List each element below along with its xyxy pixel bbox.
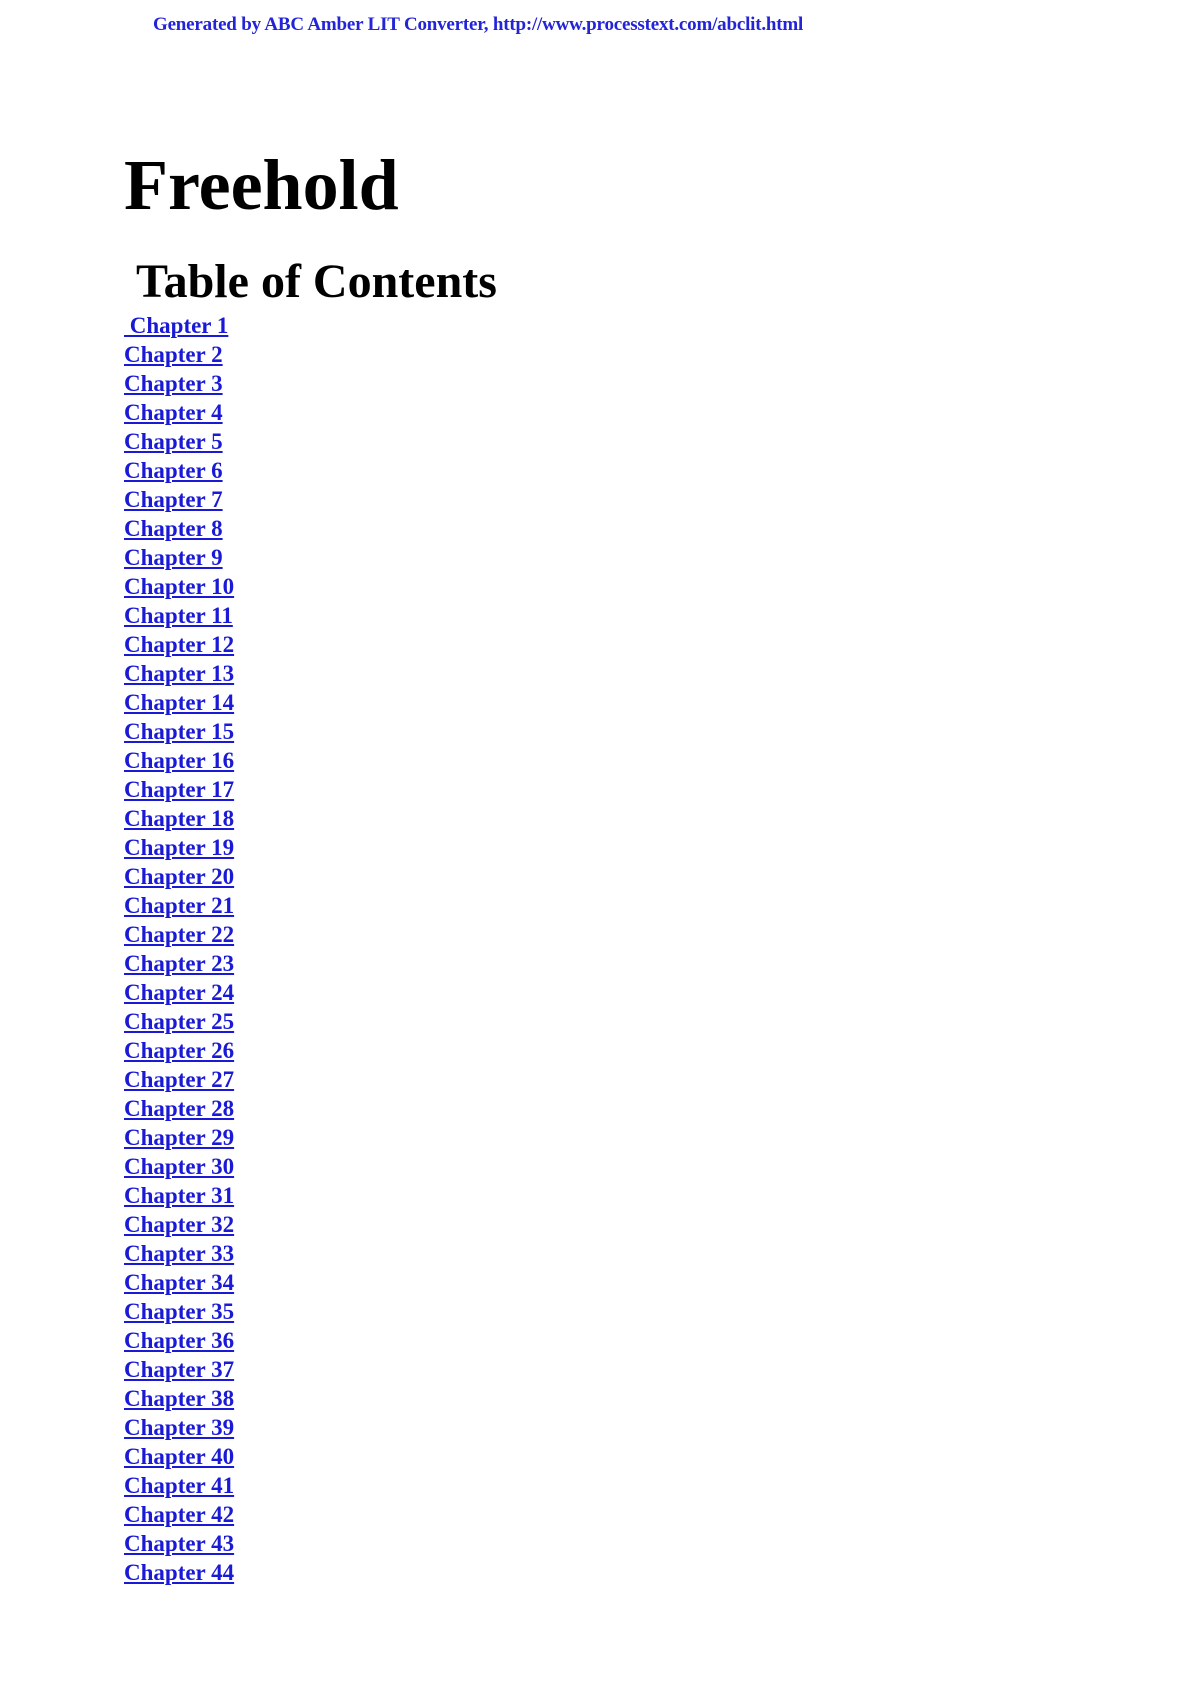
- list-item: [124, 1355, 234, 1384]
- list-item: [124, 688, 234, 717]
- chapter-link-31[interactable]: Chapter 31: [124, 1183, 235, 1208]
- list-item: [124, 1036, 234, 1065]
- book-title: Freehold: [124, 145, 399, 225]
- chapter-link-38[interactable]: Chapter 38: [124, 1386, 235, 1411]
- list-item: [124, 746, 234, 775]
- chapter-link-33[interactable]: Chapter 33: [124, 1241, 235, 1266]
- list-item: [124, 891, 234, 920]
- chapter-link-36[interactable]: Chapter 36: [124, 1328, 235, 1353]
- list-item: [124, 1239, 234, 1268]
- list-item: [124, 1500, 234, 1529]
- list-item: [124, 1210, 234, 1239]
- chapter-link-2[interactable]: Chapter 2: [124, 342, 223, 367]
- chapter-link-27[interactable]: Chapter 27: [124, 1067, 235, 1092]
- list-item: [124, 659, 234, 688]
- chapter-link-34[interactable]: Chapter 34: [124, 1270, 235, 1295]
- chapter-link-22[interactable]: Chapter 22: [124, 922, 235, 947]
- chapter-link-16[interactable]: Chapter 16: [124, 748, 235, 773]
- chapter-link-37[interactable]: Chapter 37: [124, 1357, 235, 1382]
- chapter-link-8[interactable]: Chapter 8: [124, 516, 223, 541]
- list-item: [124, 862, 234, 891]
- chapter-link-17[interactable]: Chapter 17: [124, 777, 235, 802]
- chapter-link-21[interactable]: Chapter 21: [124, 893, 235, 918]
- generator-link[interactable]: Generated by ABC Amber LIT Converter, http://www.processtext.com/abclit.html: [153, 14, 804, 35]
- list-item: [124, 1297, 234, 1326]
- chapter-link-11[interactable]: Chapter 11: [124, 603, 233, 628]
- chapter-link-14[interactable]: Chapter 14: [124, 690, 235, 715]
- list-item: [124, 1558, 234, 1587]
- list-item: [124, 1384, 234, 1413]
- chapter-link-20[interactable]: Chapter 20: [124, 864, 235, 889]
- list-item: [124, 572, 234, 601]
- chapter-link-26[interactable]: Chapter 26: [124, 1038, 235, 1063]
- list-item: [124, 1413, 234, 1442]
- chapter-link-7[interactable]: Chapter 7: [124, 487, 223, 512]
- list-item: [124, 543, 234, 572]
- chapter-link-39[interactable]: Chapter 39: [124, 1415, 235, 1440]
- list-item: [124, 804, 234, 833]
- chapter-link-25[interactable]: Chapter 25: [124, 1009, 235, 1034]
- chapter-link-29[interactable]: Chapter 29: [124, 1125, 235, 1150]
- list-item: [124, 630, 234, 659]
- chapter-link-41[interactable]: Chapter 41: [124, 1473, 235, 1498]
- chapter-link-10[interactable]: Chapter 10: [124, 574, 235, 599]
- list-item: [124, 1442, 234, 1471]
- list-item: [124, 1065, 234, 1094]
- chapter-link-23[interactable]: Chapter 23: [124, 951, 235, 976]
- list-item: [124, 427, 234, 456]
- chapter-link-40[interactable]: Chapter 40: [124, 1444, 235, 1469]
- chapter-link-4[interactable]: Chapter 4: [124, 400, 223, 425]
- chapter-link-18[interactable]: Chapter 18: [124, 806, 235, 831]
- list-item: [124, 978, 234, 1007]
- list-item: [124, 456, 234, 485]
- list-item: [124, 775, 234, 804]
- toc-list: [124, 311, 234, 1587]
- chapter-link-9[interactable]: Chapter 9: [124, 545, 223, 570]
- chapter-link-43[interactable]: Chapter 43: [124, 1531, 235, 1556]
- chapter-link-42[interactable]: Chapter 42: [124, 1502, 235, 1527]
- toc-heading: Table of Contents: [136, 255, 497, 308]
- chapter-link-13[interactable]: Chapter 13: [124, 661, 235, 686]
- list-item: [124, 369, 234, 398]
- chapter-link-19[interactable]: Chapter 19: [124, 835, 235, 860]
- list-item: [124, 1268, 234, 1297]
- list-item: [124, 514, 234, 543]
- chapter-link-35[interactable]: Chapter 35: [124, 1299, 235, 1324]
- chapter-link-32[interactable]: Chapter 32: [124, 1212, 235, 1237]
- chapter-link-15[interactable]: Chapter 15: [124, 719, 235, 744]
- list-item: [124, 601, 234, 630]
- list-item: [124, 1123, 234, 1152]
- list-item: [124, 340, 234, 369]
- chapter-link-44[interactable]: Chapter 44: [124, 1560, 235, 1585]
- chapter-link-5[interactable]: Chapter 5: [124, 429, 223, 454]
- list-item: [124, 1326, 234, 1355]
- chapter-link-28[interactable]: Chapter 28: [124, 1096, 235, 1121]
- list-item: [124, 717, 234, 746]
- list-item: [124, 398, 234, 427]
- chapter-link-24[interactable]: Chapter 24: [124, 980, 235, 1005]
- list-item: [124, 949, 234, 978]
- list-item: [124, 1152, 234, 1181]
- list-item: [124, 311, 234, 340]
- chapter-link-6[interactable]: Chapter 6: [124, 458, 223, 483]
- list-item: [124, 920, 234, 949]
- list-item: [124, 1094, 234, 1123]
- list-item: [124, 1181, 234, 1210]
- chapter-link-12[interactable]: Chapter 12: [124, 632, 235, 657]
- list-item: [124, 1007, 234, 1036]
- chapter-link-3[interactable]: Chapter 3: [124, 371, 223, 396]
- chapter-link-1[interactable]: Chapter 1: [124, 313, 229, 338]
- list-item: [124, 1471, 234, 1500]
- list-item: [124, 833, 234, 862]
- chapter-link-30[interactable]: Chapter 30: [124, 1154, 235, 1179]
- list-item: [124, 485, 234, 514]
- list-item: [124, 1529, 234, 1558]
